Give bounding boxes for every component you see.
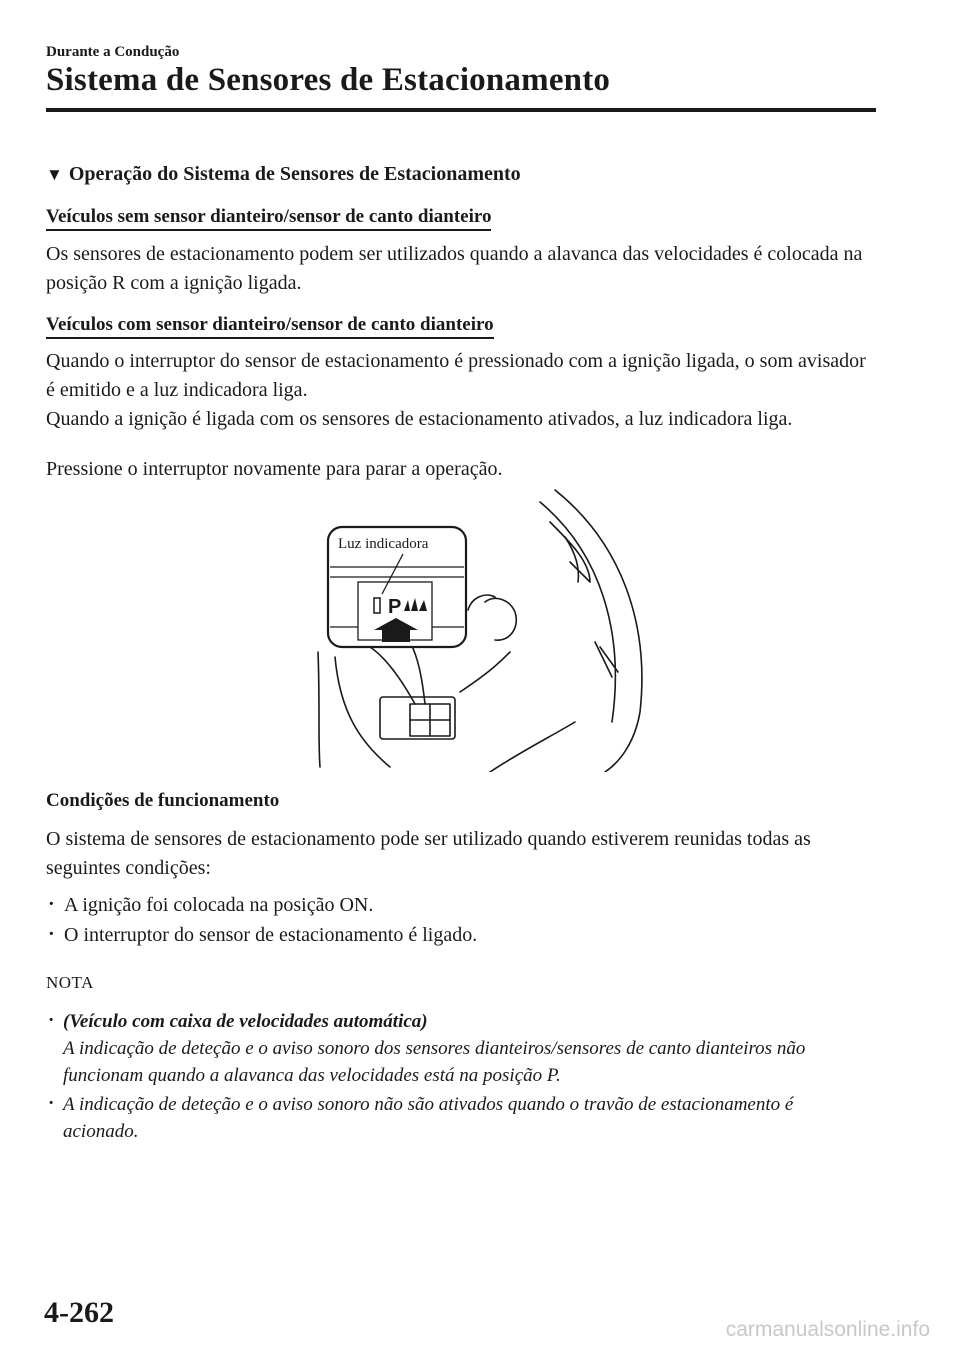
list-item: · O interruptor do sensor de estacionamento é ligado. [46, 920, 477, 950]
indicator-light-label: Luz indicadora [338, 536, 429, 552]
nota-item-text: A indicação de deteção e o aviso sonoro dos sensores dianteiros/sensores de canto dianteiros não funcionam quando a alavanca das velocidades está na posição P. [63, 1038, 806, 1086]
section-heading [46, 163, 521, 186]
header-section-label: Durante a Condução [46, 44, 180, 60]
list-item: · A ignição foi colocada na posição ON. [46, 890, 477, 920]
nota-title: NOTA [46, 973, 94, 992]
nota-item-heading: · (Veículo com caixa de velocidades automática) [63, 1011, 428, 1032]
subsection-text-line-2: Quando a ignição é ligada com os sensores de estacionamento ativados, a luz indicadora liga. [46, 408, 793, 430]
subsection-text-line-1: Quando o interruptor do sensor de estacionamento é pressionado com a ignição ligada, o som avisador é emitido e a luz indicadora liga. [46, 350, 866, 401]
nota-item-text: A indicação de deteção e o aviso sonoro não são ativados quando o travão de estacionamento é acionado. [63, 1094, 794, 1142]
header-divider [46, 108, 876, 112]
nota-list [46, 1008, 846, 1147]
conditions-title: Condições de funcionamento [46, 790, 280, 811]
list-item [46, 1091, 846, 1145]
subsection-title-with-front-sensor: Veículos com sensor dianteiro/sensor de canto dianteiro [46, 314, 494, 339]
section-heading-text: Operação do Sistema de Sensores de Estacionamento [68, 163, 521, 185]
indicator-light-icon [374, 598, 380, 613]
list-item [46, 1008, 846, 1089]
conditions-intro: O sistema de sensores de estacionamento pode ser utilizado quando estiverem reunidas todas as seguintes condições: [46, 828, 811, 879]
page-title: Sistema de Sensores de Estacionamento [46, 62, 611, 98]
conditions-list [46, 890, 477, 950]
parking-sensor-switch-illustration [300, 482, 660, 772]
subsection-text-line-3: Pressione o interruptor novamente para parar a operação. [46, 458, 503, 480]
switch-p-symbol: P [388, 596, 402, 618]
triangle-marker-icon: ▼ [46, 165, 63, 184]
subsection-title-no-front-sensor: Veículos sem sensor dianteiro/sensor de canto dianteiro [46, 206, 491, 231]
watermark: carmanualsonline.info [725, 1318, 930, 1341]
page-number: 4-262 [44, 1296, 114, 1329]
subsection-text-no-front-sensor: Os sensores de estacionamento podem ser utilizados quando a alavanca das velocidades é colocada na posição R com a ignição ligada. [46, 243, 863, 294]
